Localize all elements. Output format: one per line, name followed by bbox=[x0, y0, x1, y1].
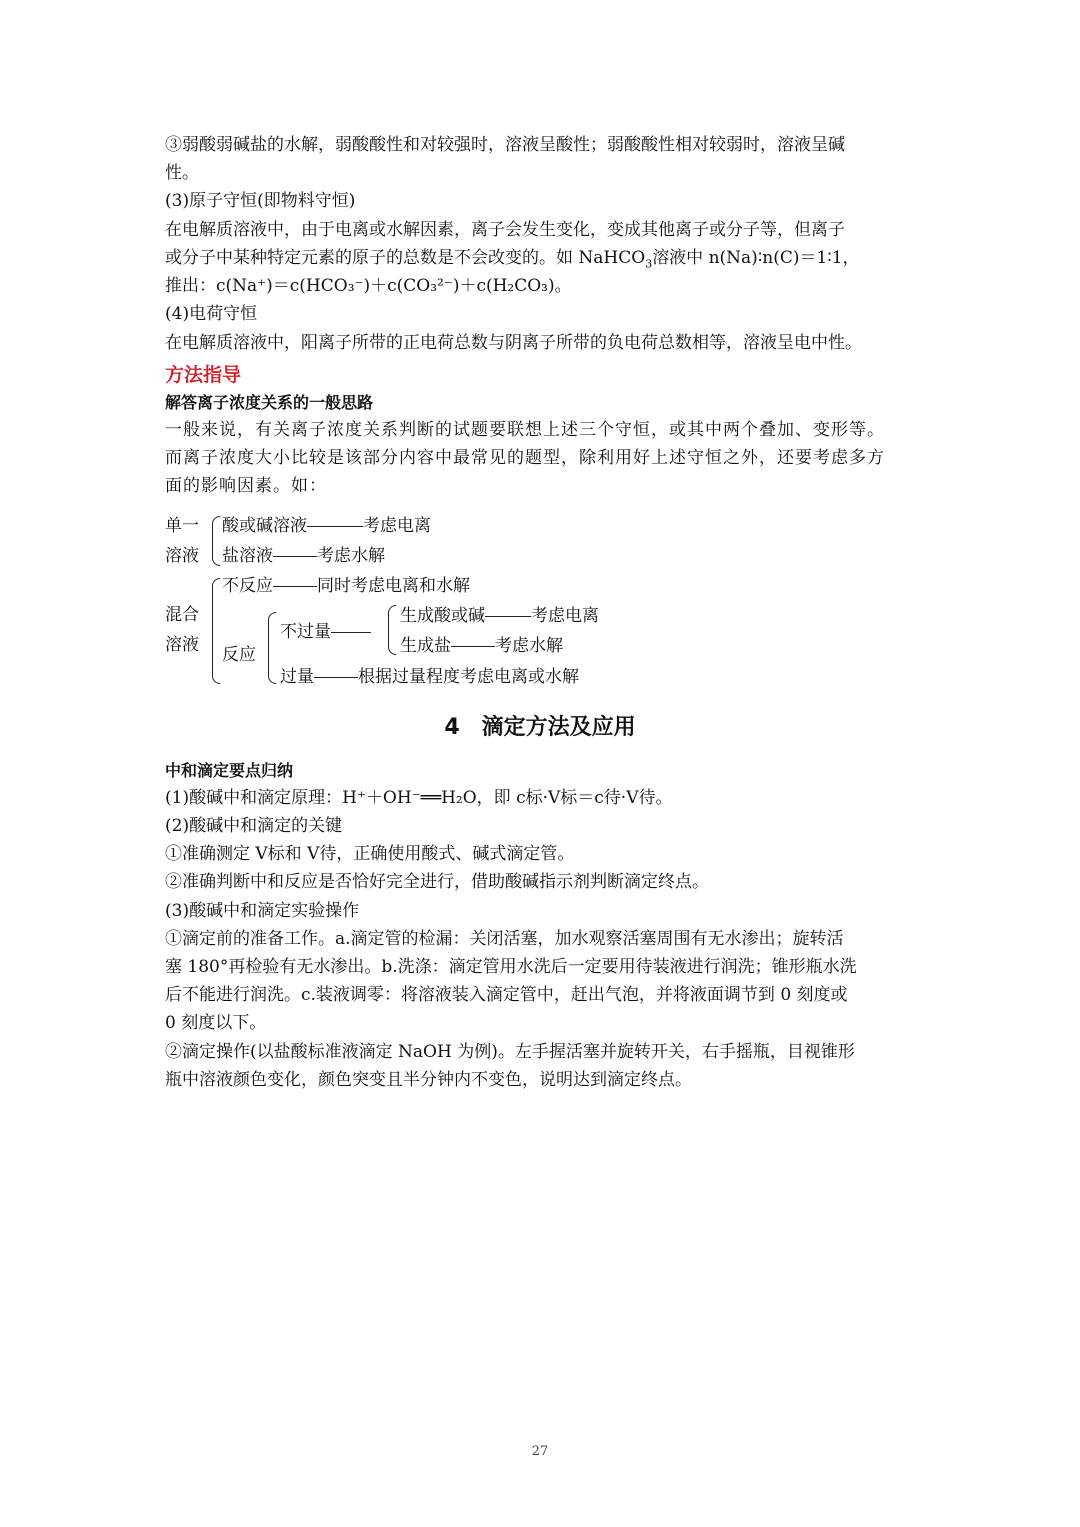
method-line: 一般来说，有关离子浓度关系判断的试题要联想上述三个守恒，或其中两个叠加、变形等。 bbox=[165, 420, 885, 440]
tree-label: 混合 bbox=[165, 605, 199, 625]
section-line: ②滴定操作(以盐酸标准液滴定 NaOH 为例)。左手握活塞并旋转开关，右手摇瓶，目视锥形 bbox=[165, 1042, 855, 1062]
tree-text: 不反应 bbox=[222, 576, 273, 596]
section-title: 4 滴定方法及应用 bbox=[444, 715, 636, 740]
tree-label: 溶液 bbox=[165, 635, 199, 655]
tree-text: 考虑电离 bbox=[531, 606, 599, 626]
tree-label bbox=[222, 511, 431, 536]
section-line: ①准确测定 V标和 V待，正确使用酸式、碱式滴定管。 bbox=[165, 844, 575, 864]
dash-line bbox=[307, 526, 363, 527]
method-heading: 方法指导 bbox=[165, 364, 242, 386]
method-subheading: 解答离子浓度关系的一般思路 bbox=[165, 393, 374, 412]
brace bbox=[388, 605, 396, 655]
method-line: 而离子浓度大小比较是该部分内容中最常见的题型，除利用好上述守恒之外，还要考虑多方 bbox=[165, 448, 885, 468]
tree-text: 盐溶液 bbox=[222, 546, 273, 566]
section-subheading: 中和滴定要点归纳 bbox=[165, 761, 294, 780]
tree-label bbox=[400, 601, 599, 626]
section-line: 塞 180°再检验有无水渗出。b.洗涤：滴定管用水洗后一定要用待装液进行润洗；锥形瓶水洗 bbox=[165, 957, 857, 977]
page-number: 27 bbox=[531, 1444, 549, 1459]
section-line: (2)酸碱中和滴定的关键 bbox=[165, 816, 343, 836]
tree-label bbox=[400, 631, 563, 656]
section-line: ①滴定前的准备工作。a.滴定管的检漏：关闭活塞，加水观察活塞周围有无水渗出；旋转活 bbox=[165, 929, 844, 949]
method-line: 面的影响因素。如： bbox=[165, 476, 327, 496]
tree-label bbox=[222, 541, 385, 566]
text-span: 溶液中 n(Na)∶n(C)＝1∶1， bbox=[652, 248, 860, 268]
para-line: 在电解质溶液中，阳离子所带的正电荷总数与阴离子所带的负电荷总数相等，溶液呈电中性。 bbox=[165, 333, 862, 353]
dash-line bbox=[451, 646, 495, 647]
tree-text: 根据过量程度考虑电离或水解 bbox=[358, 667, 579, 687]
brace bbox=[212, 578, 220, 684]
tree-text: 考虑电离 bbox=[363, 516, 431, 536]
tree-text: 同时考虑电离和水解 bbox=[317, 576, 470, 596]
section-line: ②准确判断中和反应是否恰好完全进行，借助酸碱指示剂判断滴定终点。 bbox=[165, 872, 709, 892]
tree-text: 不过量 bbox=[280, 622, 331, 642]
dash-line bbox=[331, 632, 371, 633]
para-line: (4)电荷守恒 bbox=[165, 304, 258, 324]
section-line: 瓶中溶液颜色变化，颜色突变且半分钟内不变色，说明达到滴定终点。 bbox=[165, 1070, 692, 1090]
section-line: (3)酸碱中和滴定实验操作 bbox=[165, 901, 360, 921]
tree-label bbox=[280, 617, 371, 642]
tree-text: 考虑水解 bbox=[495, 636, 563, 656]
tree-text: 酸或碱溶液 bbox=[222, 516, 307, 536]
tree-text: 考虑水解 bbox=[317, 546, 385, 566]
brace bbox=[268, 612, 276, 684]
para-line: (3)原子守恒(即物料守恒) bbox=[165, 191, 356, 211]
para-line: 性。 bbox=[165, 163, 199, 183]
tree-label: 溶液 bbox=[165, 546, 199, 566]
section-line: 后不能进行润洗。c.装液调零：将溶液装入滴定管中，赶出气泡，并将液面调节到 0 刻度或 bbox=[165, 985, 848, 1005]
tree-label bbox=[222, 571, 470, 596]
dash-line bbox=[314, 677, 358, 678]
tree-label: 单一 bbox=[165, 516, 199, 536]
para-line: 推出：c(Na⁺)＝c(HCO₃⁻)＋c(CO₃²⁻)＋c(H₂CO₃)。 bbox=[165, 276, 572, 296]
dash-line bbox=[273, 586, 317, 587]
section-line: 0 刻度以下。 bbox=[165, 1013, 267, 1033]
dash-line bbox=[485, 616, 531, 617]
para-line: 在电解质溶液中，由于电离或水解因素，离子会发生变化，变成其他离子或分子等，但离子 bbox=[165, 220, 845, 240]
tree-text: 生成酸或碱 bbox=[400, 606, 485, 626]
brace bbox=[212, 516, 220, 566]
subscript: 3 bbox=[645, 257, 653, 271]
para-line: ③弱酸弱碱盐的水解，弱酸酸性和对较强时，溶液呈酸性；弱酸酸性相对较弱时，溶液呈碱 bbox=[165, 135, 845, 155]
dash-line bbox=[273, 556, 317, 557]
section-line: (1)酸碱中和滴定原理：H⁺＋OH⁻══H₂O，即 c标·V标＝c待·V待。 bbox=[165, 788, 673, 808]
text-span: 或分子中某种特定元素的原子的总数是不会改变的。如 NaHCO bbox=[165, 248, 646, 268]
tree-text: 生成盐 bbox=[400, 636, 451, 656]
tree-text: 过量 bbox=[280, 667, 314, 687]
tree-label: 反应 bbox=[222, 645, 256, 665]
tree-label bbox=[280, 662, 579, 687]
